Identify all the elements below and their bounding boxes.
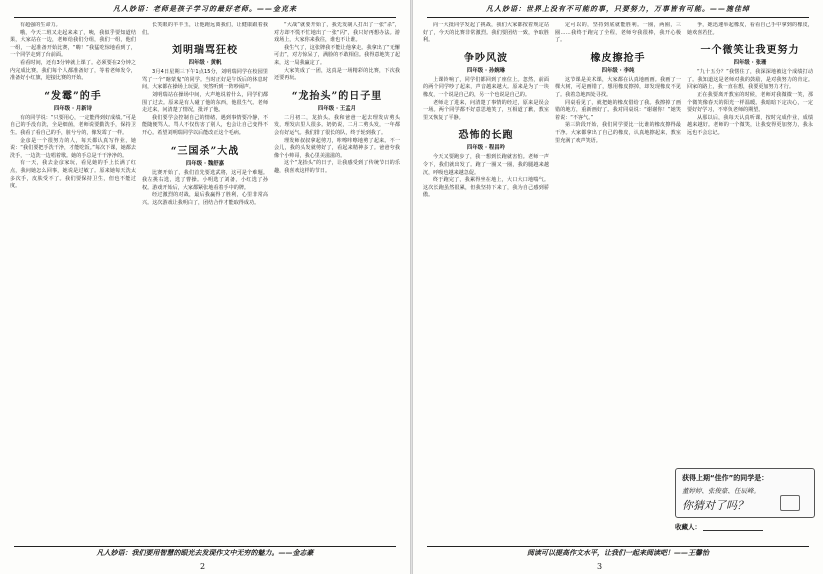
article-paragraph: 看看时间，还有3分钟就上课了。必须要在2分钟之内完成比赛。我们每个人都准备好了，等着老师发令，准备好小红旗，迎接比赛的开始。 bbox=[10, 59, 136, 82]
article-columns bbox=[10, 22, 400, 542]
article-author: 四年级 · 张珊 bbox=[733, 60, 767, 67]
article-title: 恐怖的长跑 bbox=[458, 130, 514, 142]
cursor-icon bbox=[780, 495, 800, 511]
column-1 bbox=[10, 22, 136, 542]
article-paragraph: 我生气了，这张牌我不能让他拿走。我拿出了“无懈可击”，对方惊呆了，满脸的不敢相信。我得意地笑了起来，这一局我赢定了。 bbox=[274, 44, 400, 66]
page-footer bbox=[0, 546, 410, 558]
article-paragraph: 第三阶段开始，我们同学要比一比谁的橡皮擦得最干净。大家都拿出了自己的橡皮，认真地擦起来，教室里充满了欢声笑语。 bbox=[555, 122, 681, 144]
article-paragraph: 上课铃响了，同学们都回到了座位上。忽然，前面的两个同学吵了起来，声音越来越大。原来是为了一块橡皮，一个说是自己的，另一个也说是自己的。 bbox=[423, 76, 549, 98]
article-title: 刘明瑞骂狂校 bbox=[172, 45, 238, 57]
article-paragraph: 大家笑成了一团，这真是一场精彩的比赛，下次我还要再玩。 bbox=[274, 67, 400, 82]
article-author: 四年级 · 李纯 bbox=[601, 67, 635, 74]
article-columns bbox=[423, 22, 813, 542]
article-paragraph: 二月初二，龙抬头。我和爸爸一起去理发店剪头发，理发店里人很多。奶奶说，二月二剪头发，一年都会有好运气。我们排了很长的队，终于轮到我了。 bbox=[274, 114, 400, 136]
article-title: “龙抬头”的日子里 bbox=[291, 90, 383, 102]
winners-label: 获得上期“佳作”的同学是： bbox=[682, 474, 769, 482]
header-quote: 凡人妙语：世界上没有不可能的事，只要努力，万事皆有可能。——施佳绰 bbox=[486, 5, 750, 13]
article-paragraph: 这节课是美术课，大家都在认真地画画。我画了一棵大树，可是画错了，想用橡皮擦掉，却发现橡皮不见了。我着急地四处寻找。 bbox=[555, 76, 681, 98]
column-3 bbox=[687, 22, 813, 542]
page-header bbox=[0, 4, 410, 18]
article-paragraph: 刘明瑞站在操场中间，大声地说着什么，同学们都围了过去。原来是有人碰了他的东西，他很生气。老师走过来，问清楚了情况，批评了他。 bbox=[142, 91, 268, 114]
page-number: 3 bbox=[597, 562, 603, 571]
collector-label: 收藏人： bbox=[675, 523, 701, 531]
article-paragraph: 有的同学说：“只要用心，一定能得到好成绩。”可是自己的手没有洗，全是细菌，老师说要勤洗手，保持卫生。我看了看自己的手，脏兮兮的，像发霉了一样。 bbox=[10, 114, 136, 136]
collector-line bbox=[703, 530, 763, 531]
header-rule bbox=[14, 17, 396, 18]
article-paragraph: 有超强的生命力。 bbox=[20, 22, 61, 28]
article-paragraph: 经过激烈的对战，最后我赢得了胜利，心里非常高兴。这次游戏让我明白了，团结合作才能取得成功。 bbox=[142, 192, 268, 206]
article-paragraph: 理发师叔叔拿起剪刀，咔嚓咔嚓地剪了起来。不一会儿，我的头发就剪好了，看起来精神多了。爸爸夸我像个小帅哥，我心里美滋滋的。 bbox=[274, 137, 400, 159]
article-paragraph: 老师走了进来，问清楚了事情的经过，原来是误会一场。两个同学都不好意思地笑了，互相道了歉，教室里又恢复了平静。 bbox=[423, 99, 549, 121]
article-author: 四年级 · 程昌吟 bbox=[466, 145, 506, 152]
article-author: 四年级 · 王孟月 bbox=[317, 105, 357, 112]
article-paragraph: 我们要学会控制自己的情绪，遇到事情要冷静，不能随便骂人。骂人不仅伤害了别人，也会让自己变得不开心。希望刘明瑞同学以后能改正这个毛病。 bbox=[142, 114, 268, 136]
article-paragraph: 有一天，我去金彦家玩，看见她的手上长满了红点，我问她怎么回事，她说是过敏了。原来她每天洗太多次手，皮肤受不了。我们要保持卫生，但也不能过度。 bbox=[10, 160, 136, 190]
footer-quote: 凡人妙语：我们要用智慧的眼光去发现作文中无穷的魅力。——金志豪 bbox=[96, 549, 314, 557]
article-paragraph: 同桌看见了，就把她的橡皮借给了我。我擦掉了画错的地方，重新画好了。我对同桌说：“谢谢你！”她笑着说：“不客气。” bbox=[555, 99, 681, 121]
article-title: 橡皮擦抢手 bbox=[590, 52, 646, 64]
article-paragraph: 正在我要离开教室的时候，老师对我微微一笑，那个微笑像春天的阳光一样温暖。我暗暗下定决心，一定要好好学习，不辜负老师的期望。 bbox=[687, 91, 813, 114]
article-paragraph: 哦，今天二班又走起来来了，咦，我似乎要知道结果，大家站在一边，老师给我们分组，我们一组，他们一组，一起准备开始比赛，“嗨！”我猛吃惊地看到了，一个同学走到了台前面。 bbox=[10, 29, 136, 59]
previous-winners-box bbox=[675, 468, 815, 518]
article-paragraph: 这个“龙抬头”的日子，让我感受到了传统节日的乐趣，我喜欢这样的节日。 bbox=[274, 160, 400, 174]
article-title: “三国杀”大战 bbox=[170, 145, 240, 157]
left-page bbox=[0, 0, 410, 574]
article-paragraph: 终于跑完了，我累得坐在地上，大口大口地喘气。这次长跑虽然很累，但我坚持下来了，我为自己感到骄傲。 bbox=[423, 177, 549, 199]
article-paragraph: 定可以的，坚持到底就能胜利。一圈，两圈，三圈……我终于跑完了全程，老师夸我很棒，我开心极了。 bbox=[555, 22, 681, 44]
article-author: 四年级 · 黄帆 bbox=[188, 60, 222, 67]
page-number: 2 bbox=[200, 562, 206, 571]
footer-rule bbox=[14, 546, 396, 547]
header-rule bbox=[427, 17, 809, 18]
column-1 bbox=[423, 22, 549, 542]
winners-names: 董婷婷、张俊豪、任辰峰。 bbox=[682, 487, 760, 495]
header-quote: 凡人妙语：老师是孩子学习的最好老师。——金克来 bbox=[113, 5, 297, 13]
column-3 bbox=[274, 22, 400, 542]
article-author: 四年级 · 魏舒嘉 bbox=[185, 160, 225, 167]
article-paragraph: 金彦是一个很努力的人，每天都认真写作业，她说：“我们要把手洗干净，才能吃饭。”每次下课，她都去洗手，一边洗一边唱着歌。她的手总是干干净净的。 bbox=[10, 137, 136, 159]
article-paragraph: 今天又要跑步了，我一想到长跑就害怕。老师一声令下，我们就出发了。跑了一圈又一圈，我的腿越来越沉，呼吸也越来越急促。 bbox=[423, 154, 549, 176]
article-paragraph: 向一大批同学发起了挑战，我们大家都按着规定站好了，今天的比赛非常激烈。我们要团结一致，争取胜利。 bbox=[423, 22, 549, 44]
page-header bbox=[413, 4, 823, 18]
article-title: “发霉”的手 bbox=[44, 90, 102, 102]
article-paragraph: “九十五分？”我愣住了，我深深地被这个成绩打动了。我知道这是老师对我的鼓励，是对我努力的肯定。回家的路上，我一直在想，我要更加努力才行。 bbox=[687, 69, 813, 91]
footer-quote: 阅读可以提高作文水平，让我们一起来阅读吧！——王馨怡 bbox=[527, 549, 709, 557]
article-paragraph: 3月4日星期三下午1点15分，刘明瑞同学在校园里骂了一个“瞎蒙鬼”的同学。当时正好是午饭后的休息时间，大家都在操场上玩耍，突然听到一阵吵闹声。 bbox=[142, 69, 268, 91]
article-paragraph: 长笑眼的羊羊玉，让他跑远离我们，让健康跟着我们。 bbox=[142, 22, 268, 36]
footer-rule bbox=[427, 546, 809, 547]
page-footer bbox=[413, 546, 823, 558]
article-paragraph: 从那以后，我每天认真听课，按时完成作业，成绩越来越好。老师的一个微笑，让我变得更加努力，我永远也不会忘记。 bbox=[687, 114, 813, 136]
article-title: 一个微笑让我更努力 bbox=[700, 45, 800, 57]
article-paragraph: 争，她迅速举起橡皮，看看自己手中拿到的橡皮，她欢喜若狂。 bbox=[687, 22, 813, 36]
column-2 bbox=[142, 22, 268, 542]
article-title: 争吵风波 bbox=[464, 52, 508, 64]
article-paragraph: “大战”就要开始了，我先发制人打出了一张“杀”，对方却不慌不忙地出了一张“闪”，我只好再想办法。游戏场上，大家你来我往，谁也不让谁。 bbox=[274, 22, 400, 44]
article-paragraph: 比赛开始了，我们首先要选武将，这可是个难题。我左挑右选，选了曹操。小明选了刘备，小红选了孙权。游戏开始后，大家都紧张地看着手中的牌。 bbox=[142, 169, 268, 191]
collector-field bbox=[675, 522, 763, 531]
right-page bbox=[413, 0, 823, 574]
article-author: 四年级 · 孙婉琳 bbox=[466, 67, 506, 74]
article-author: 四年级 · 月新诗 bbox=[53, 105, 93, 112]
winners-question: 你猜对了吗？ bbox=[682, 499, 748, 512]
column-2 bbox=[555, 22, 681, 542]
